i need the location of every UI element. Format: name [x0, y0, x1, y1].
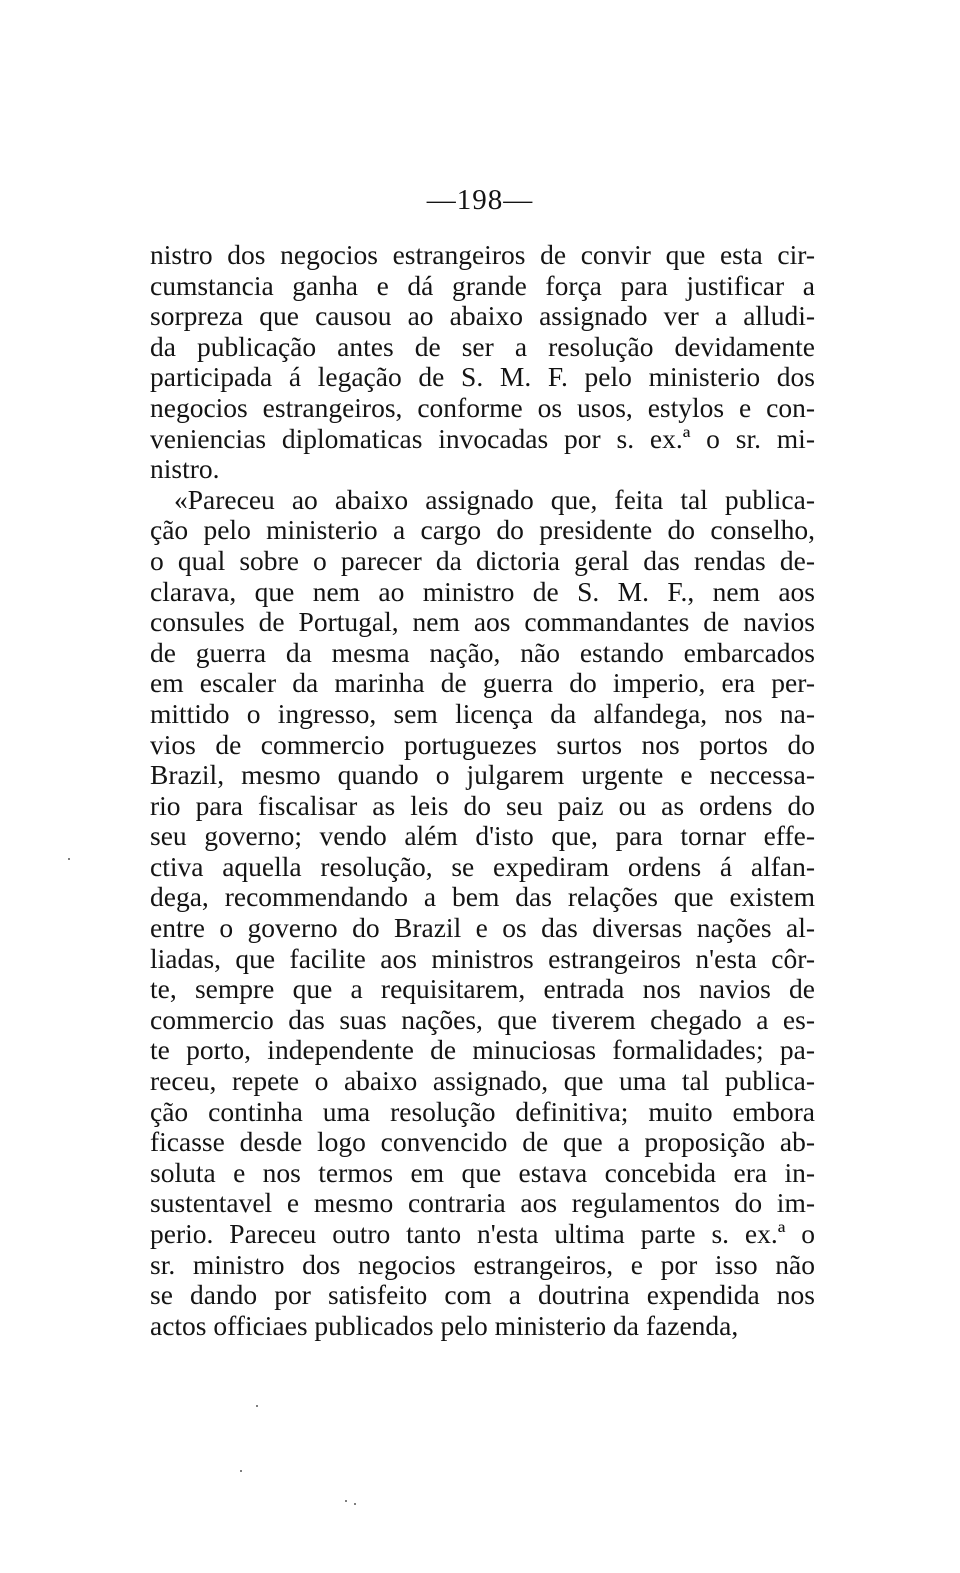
- text-line: Brazil, mesmo quando o julgarem urgente e neccessa-: [150, 759, 815, 791]
- text-line: soluta e nos termos em que estava concebida era in-: [150, 1156, 815, 1188]
- text-line: rio para fiscalisar as leis do seu paiz ou as ordens do: [150, 789, 815, 821]
- text-line: actos officiaes publicados pelo ministerio da fazenda,: [150, 1309, 739, 1341]
- text-line: mittido o ingresso, sem licença da alfandega, nos na-: [150, 697, 815, 729]
- text-line: commercio das suas nações, que tiverem chegado a es-: [150, 1003, 815, 1035]
- text-line: clarava, que nem ao ministro de S. M. F., nem aos: [150, 575, 815, 607]
- text-line: sorpreza que causou ao abaixo assignado ver a alludi-: [150, 300, 815, 332]
- text-line: consules de Portugal, nem aos commandantes de navios: [150, 606, 815, 638]
- text-line: nistro.: [150, 453, 220, 485]
- scan-speck: [240, 1470, 242, 1472]
- text-line: perio. Pareceu outro tanto n'esta ultima parte s. ex.ª o: [150, 1218, 815, 1249]
- page-number: —198—: [426, 184, 534, 216]
- text-line: ctiva aquella resolução, se expediram ordens á alfan-: [150, 850, 815, 882]
- text-line: veniencias diplomaticas invocadas por s. ex.ª o sr. mi-: [150, 422, 815, 454]
- body-text: [150, 240, 815, 1341]
- text-line: negocios estrangeiros, conforme os usos, estylos e con-: [150, 391, 815, 423]
- scan-speck: [354, 1503, 356, 1505]
- text-line: se dando por satisfeito com a doutrina expendida nos: [150, 1279, 815, 1311]
- text-line: cumstancia ganha e dá grande força para justificar a: [150, 269, 815, 301]
- scan-speck: [68, 858, 70, 860]
- text-line: nistro dos negocios estrangeiros de convir que esta cir-: [150, 239, 815, 270]
- text-line: em escaler da marinha de guerra do imperio, era per-: [150, 667, 815, 699]
- paragraph-start: «Pareceu ao abaixo assignado que, feita tal publica-: [174, 483, 815, 515]
- text-line: participada á legação de S. M. F. pelo ministerio dos: [150, 361, 815, 393]
- text-line: ção pelo ministerio a cargo do presidente do conselho,: [150, 514, 815, 546]
- text-line: te porto, independente de minuciosas formalidades; pa-: [150, 1034, 815, 1066]
- text-line: dega, recommendando a bem das relações que existem: [150, 881, 815, 913]
- text-line: da publicação antes de ser a resolução devidamente: [150, 330, 815, 362]
- scan-speck: [345, 1500, 347, 1502]
- text-line: de guerra da mesma nação, não estando embarcados: [150, 636, 815, 668]
- text-line: entre o governo do Brazil e os das diversas nações al-: [150, 912, 815, 944]
- text-line: ção continha uma resolução definitiva; muito embora: [150, 1095, 815, 1127]
- text-line: liadas, que facilite aos ministros estrangeiros n'esta côr-: [150, 942, 815, 974]
- text-line: sr. ministro dos negocios estrangeiros, e por isso não: [150, 1248, 815, 1280]
- text-line: seu governo; vendo além d'isto que, para tornar effe-: [150, 820, 815, 852]
- text-line: te, sempre que a requisitarem, entrada nos navios de: [150, 973, 815, 1005]
- scan-speck: [256, 1405, 258, 1407]
- text-line: ficasse desde logo convencido de que a proposição ab-: [150, 1126, 815, 1158]
- text-line: vios de commercio portuguezes surtos nos portos do: [150, 728, 815, 760]
- text-line: sustentavel e mesmo contraria aos regulamentos do im-: [150, 1187, 815, 1219]
- text-line: receu, repete o abaixo assignado, que uma tal publica-: [150, 1065, 815, 1097]
- text-line: o qual sobre o parecer da dictoria geral das rendas de-: [150, 544, 815, 576]
